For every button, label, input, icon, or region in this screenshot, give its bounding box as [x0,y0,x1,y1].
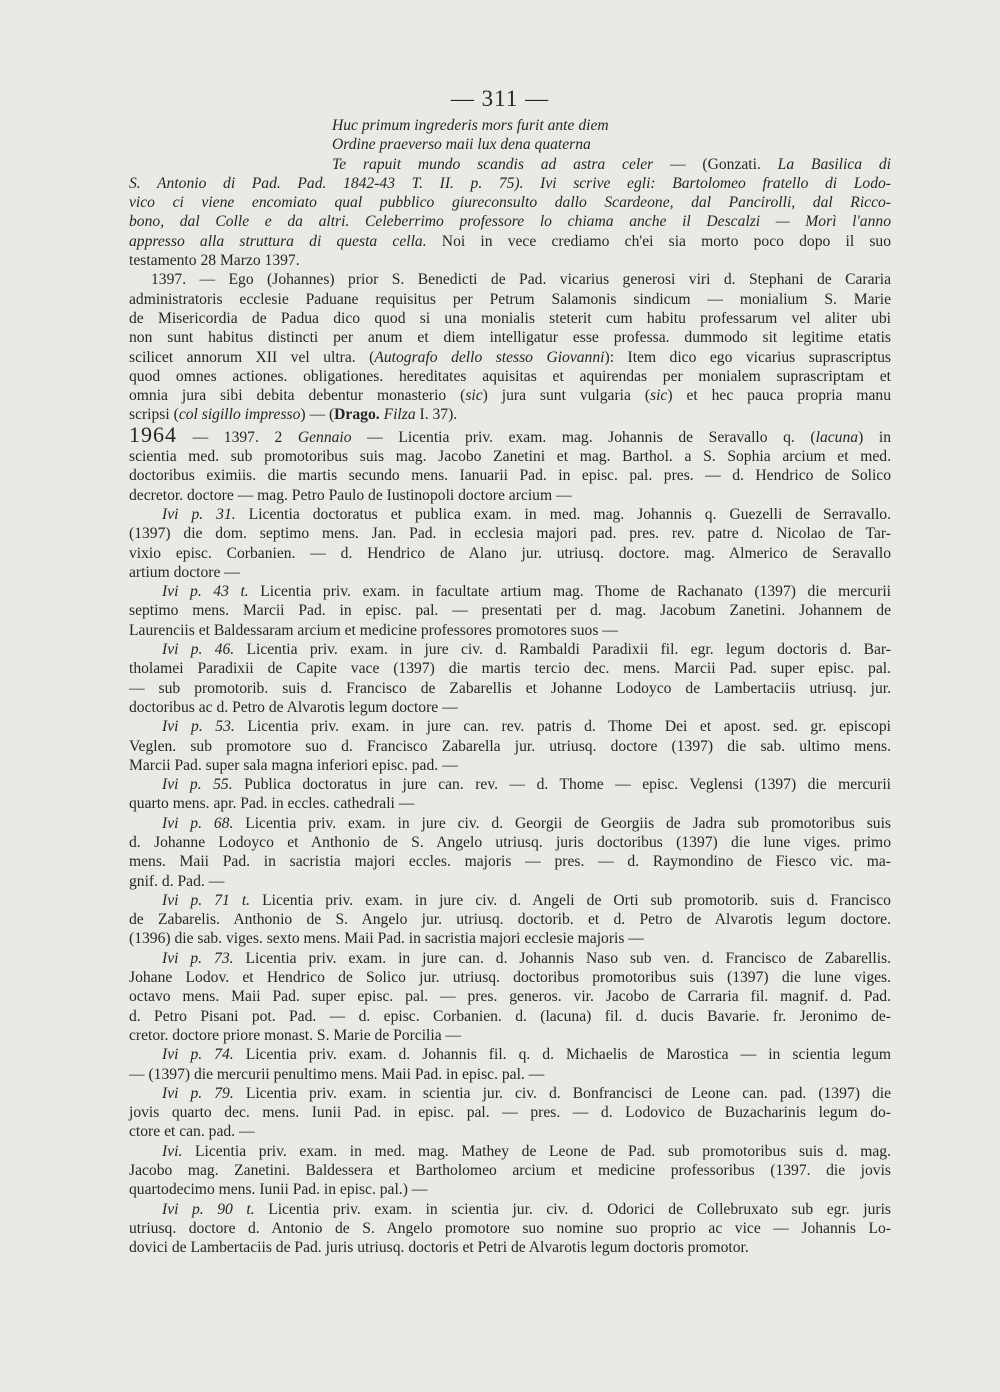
text-line: dovici de Lambertaciis de Pad. juris utriusq. doctoris et Petri de Alvarotis legum doctoris promotor. [129,1239,749,1257]
record-first-line: Ivi p. 73. Licentia priv. exam. in jure can. d. Johannis Naso sub ven. d. Francisco de Zabarellis. [162,949,892,967]
record-first-line: Ivi. Licentia priv. exam. in med. mag. Mathey de Leone de Pad. sub promotoribus suis d. mag. [162,1142,892,1160]
text-line: de Zabarelis. Anthonio de S. Angelo jur. utriusq. doctorib. et d. Petro de Alvarotis legum doctore. [129,911,891,929]
text-line: decretor. doctore — mag. Petro Paulo de Iustinopoli doctore arcium — [129,486,572,504]
entry-header-line: 1964 — 1397. 2 Gennaio — Licentia priv. exam. mag. Johannis de Seravallo q. (lacuna) in [129,421,891,447]
record-reference: Ivi p. 68. [162,814,234,832]
record-reference: Ivi. [162,1142,183,1160]
record-reference: Ivi p. 53. [162,718,235,736]
text-line: vixio episc. Corbanien. — d. Hendrico de Alano jur. utriusq. doctore. mag. Almerico de Seravallo [129,544,891,562]
text-line: Marcii Pad. super sala magna inferiori episc. pad. — [129,756,458,774]
text-line: d. Johanne Lodoyco et Anthonio de S. Angelo utriusq. juris doctoribus (1397) die lune viges. primo [129,833,891,851]
text-line: quarto mens. apr. Pad. in eccles. cathedrali — [129,795,415,813]
text-line: scilicet annorum XII vel ultra. (Autografo dello stesso Giovanni): Item dico ego vicarius suprascriptus [129,348,891,366]
text-line: testamento 28 Marzo 1397. [129,252,300,270]
text-line: Laurenciis et Baldessaram arcium et medicine professores promotores suos — [129,621,618,639]
poem-line: Huc primum ingrederis mors furit ante diem [332,117,609,134]
text-line: S. Antonio di Pad. Pad. 1842-43 T. II. p. 75). Ivi scrive egli: Bartolomeo fratello di Lodo- [129,174,891,192]
text-line: septimo mens. Marcii Pad. in episc. pal. — presentati per d. mag. Jacobum Zanetini. Johannem de [129,602,891,620]
text-line: artium doctore — [129,563,240,581]
text-line: quod omnes actiones. obligationes. hereditates aquisitas et aquirendas per monialem suprascriptam et [129,367,891,385]
record-reference: Ivi p. 90 t. [162,1200,255,1218]
text-line: Jacobo mag. Zanetini. Baldessera et Bartholomeo arcium et medicine professoribus (1397. die jovis [129,1162,891,1180]
record-first-line: Ivi p. 90 t. Licentia priv. exam. in scientia jur. civ. d. Odorici de Collebruxato sub egr. juris [162,1200,891,1218]
record-first-line: Ivi p. 74. Licentia priv. exam. d. Johannis fil. q. d. Michaelis de Marostica — in scientia legum [162,1046,891,1064]
record-first-line: Ivi p. 71 t. Licentia priv. exam. in jure civ. d. Angeli de Orti sub promotorib. suis d. Francisco [162,891,891,909]
record-reference: Ivi p. 73. [162,949,234,967]
page-number: — 311 — [450,86,550,111]
record-first-line: Ivi p. 31. Licentia doctoratus et publica exam. in med. mag. Johannis q. Guezelli de Serravallo. [162,505,891,523]
record-first-line: Ivi p. 79. Licentia priv. exam. in scientia jur. civ. d. Bonfrancisci de Leone can. pad. (1397) die [162,1084,891,1102]
record-first-line: Ivi p. 68. Licentia priv. exam. in jure civ. d. Georgii de Georgiis de Jadra sub promotoribus suis [162,814,891,832]
text-line: d. Petro Pisani pot. Pad. — d. episc. Corbanien. d. (lacuna) fil. d. ducis Bavarie. fr. Jeronimo de- [129,1007,891,1025]
text-line: doctoribus ac d. Petro de Alvarotis legum doctore — [129,698,458,716]
text-line: gnif. d. Pad. — [129,872,225,890]
record-reference: Ivi p. 55. [162,776,233,794]
records-list [129,505,891,1258]
text-line: administratoris ecclesie Paduane requisitus per Petrum Salamonis sindicum — monialium S. Marie [129,290,891,308]
record-first-line: Ivi p. 46. Licentia priv. exam. in jure civ. d. Rambaldi Paradixii fil. egr. legum doctoris d. Bar- [162,641,891,659]
text-line: 1397. — Ego (Johannes) prior S. Benedicti de Pad. vicarius generosi viri d. Stephani de Cararia [151,271,891,289]
record-reference: Ivi p. 74. [162,1046,234,1064]
text-line: (1397) die dom. septimo mens. Jan. Pad. in ecclesia majori pad. pres. rev. patre d. Nicolao de Tar- [129,525,891,543]
text-line: — sub promotorib. suis d. Francisco de Zabarellis et Johanne Lodoyco de Lambertaciis utriusq. jur. [129,679,891,697]
text-line: omnia jura sibi debita debentur monasterio (sic) jura sunt vulgaria (sic) et hec pauca propria manu [129,387,891,405]
text-line: quartodecimo mens. Iunii Pad. in episc. pal.) — [129,1181,428,1199]
text-line: doctoribus eximiis. die martis secundo mens. Ianuarii Pad. in episc. pal. pres. — d. Hendrico de Solico [129,467,891,485]
text-line: — (1397) die mercurii penultimo mens. Maii Pad. in episc. pal. — [129,1065,545,1083]
record-first-line: Ivi p. 43 t. Licentia priv. exam. in facultate artium mag. Thome de Rachanato (1397) die mercurii [162,583,891,601]
text-line: mens. Maii Pad. in sacristia majori eccles. majoris — pres. — d. Raymondino de Fiesco vic. ma- [129,853,891,871]
record-reference: Ivi p. 43 t. [162,583,249,601]
text-line: jovis quarto dec. mens. Iunii Pad. in episc. pal. — pres. — d. Lodovico de Buzacharinis legum do- [129,1104,891,1122]
text-line: octavo mens. Maii Pad. super episc. pal. — pres. generos. vir. Jacobo de Carraria fil. magnif. d. Pad. [129,988,891,1006]
entry-number: 1964 [129,421,177,447]
text-line: bono, dal Colle e da altri. Celeberrimo professore lo chiama anche il Descalzi — Morì l'anno [129,213,891,231]
text-line: Veglen. sub promotore suo d. Francisco Zabarella jur. utriusq. doctore (1397) die sab. ultimo mens. [129,737,891,755]
poem-line: Ordine praeverso maii lux dena quaterna [332,136,591,154]
text-line: cretor. doctore priore monast. S. Marie de Porcilia — [129,1026,462,1044]
text-line: non sunt habitus distincti per anum et diem intelligatur esse professa. dummodo sit legitime etatis [129,329,891,347]
text-line: scientia med. sub promotoribus suis mag. Jacobo Zanetini et mag. Barthol. a S. Sophia arcium et med. [129,448,891,466]
text-line: de Misericordia de Padua dico quod si una monialis steterit cum habitu professarum vel aliter ubi [129,309,891,327]
text-line: utriusq. doctore d. Antonio de S. Angelo promotore suo nomine suo proprio ac vice — Johannis Lo- [129,1219,891,1237]
record-reference: Ivi p. 31. [162,505,236,523]
record-reference: Ivi p. 71 t. [162,891,251,909]
text-line: tholamei Paradixii de Capite vace (1397) die martis tercio dec. mens. Marcii Pad. super episc. pal. [129,660,891,678]
record-reference: Ivi p. 79. [162,1084,234,1102]
text-line: ctore et can. pad. — [129,1123,255,1141]
text-line: (1396) die sab. viges. sexto mens. Maii Pad. in sacristia majori ecclesie majoris — [129,930,644,948]
record-reference: Ivi p. 46. [162,641,235,659]
text-line: vico ci viene encomiato qual pubblico giureconsulto dallo Scardeone, dal Pancirolli, dal Ricco- [129,194,891,212]
text-line: scripsi (col sigillo impresso) — (Drago. Filza I. 37). [129,406,458,424]
record-first-line: Ivi p. 55. Publica doctoratus in jure can. rev. — d. Thome — episc. Veglensi (1397) die mercurii [162,776,891,794]
document-body [129,116,891,1258]
text-line: Johane Lodov. et Hendrico de Solico jur. utriusq. doctoribus promotoribus suis (1397) die lune viges. [129,969,891,987]
text-line: Te rapuit mundo scandis ad astra celer — (Gonzati. La Basilica di [332,155,891,173]
text-line: appresso alla struttura di questa cella. Noi in vece crediamo ch'ei sia morto poco dopo il suo [129,232,892,250]
record-first-line: Ivi p. 53. Licentia priv. exam. in jure can. rev. patris d. Thome Dei et apost. sed. gr. episcopi [162,718,891,736]
